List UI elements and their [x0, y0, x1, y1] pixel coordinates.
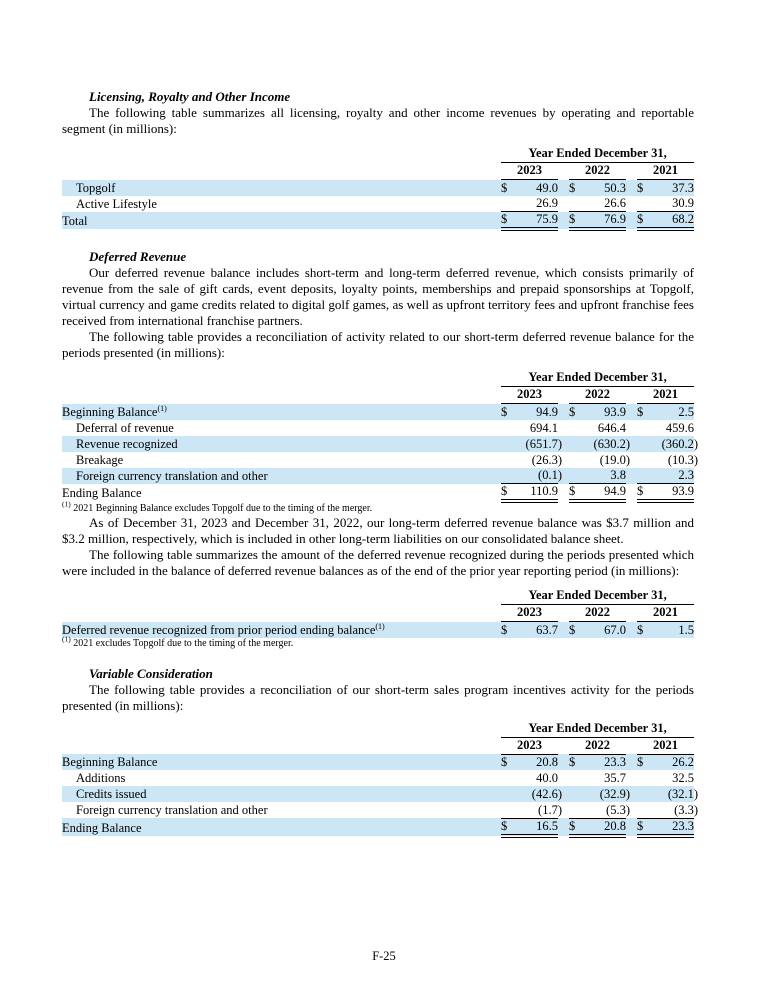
value-cell: (26.3): [531, 452, 562, 467]
period-header: Year Ended December 31,: [501, 370, 694, 387]
footnote: [62, 634, 694, 650]
table-year-header-row: [62, 605, 694, 622]
licensing-revenue-table: [62, 146, 694, 231]
row-label: Foreign currency translation and other: [76, 803, 268, 817]
currency-symbol: $: [637, 754, 651, 770]
table-row-beginning-balance: [62, 754, 694, 770]
row-label: Deferred revenue recognized from prior period ending balance$^{(1)}$: [62, 622, 501, 638]
period-header: Year Ended December 31,: [501, 146, 694, 163]
value-cell: 1.5: [651, 622, 694, 638]
value-cell: 2.5: [651, 404, 694, 420]
paragraph-deferred-description: Our deferred revenue balance includes short-term and long-term deferred revenue, which consists primarily of revenue from the sale of gift cards, event deposits, loyalty points, memberships and prepaid sponsorships at Topgolf, virtual currency and game credits related to digital golf games, as well as upfront territory fees and upfront franchise fees received from international franchise partners.: [62, 265, 694, 328]
row-label: Beginning Balance: [62, 754, 501, 770]
paragraph-variable-intro: The following table provides a reconciliation of our short-term sales program incentives activity for the periods presented (in millions):: [62, 681, 694, 713]
table-period-header-row: [62, 721, 694, 738]
value-cell: 20.8: [583, 818, 626, 836]
section-heading-variable-consideration: Variable Consideration: [89, 665, 213, 681]
currency-symbol: $: [569, 622, 583, 638]
currency-symbol: $: [637, 212, 651, 230]
row-label: Credits issued: [62, 786, 501, 802]
value-cell: 16.5: [515, 818, 558, 836]
sales-program-incentives-table: [62, 720, 699, 838]
footnote-text: 2021 Beginning Balance excludes Topgolf due to the timing of the merger.: [73, 503, 373, 514]
row-label: Additions: [76, 771, 126, 785]
paragraph-recognized-table-intro: The following table summarizes the amount of the deferred revenue recognized during the periods presented which were included in the balance of deferred revenue balances as of the end of the prior year reporting period (in millions):: [62, 547, 694, 578]
currency-symbol: $: [569, 180, 583, 196]
year-header-2021: 2021: [637, 605, 694, 622]
row-label: Ending Balance: [62, 486, 142, 500]
value-cell: 110.9: [515, 484, 558, 502]
row-label: Foreign currency translation and other: [62, 468, 501, 484]
value-cell: 3.8: [583, 468, 626, 484]
table-year-header-row: [62, 163, 694, 180]
page-content: [62, 0, 699, 838]
year-header-2022: 2022: [569, 605, 626, 622]
year-header-2022: 2022: [569, 387, 626, 404]
value-cell: (0.1): [515, 468, 558, 484]
value-cell: (32.9): [583, 786, 626, 802]
currency-symbol: $: [569, 404, 583, 420]
value-cell: 50.3: [583, 180, 626, 196]
footnote-marker: (1): [62, 634, 71, 644]
currency-symbol: $: [569, 754, 583, 770]
value-cell: 76.9: [583, 212, 626, 230]
table-row-active-lifestyle: [62, 196, 694, 212]
value-cell: 40.0: [536, 771, 558, 785]
value-cell: 23.3: [651, 818, 694, 836]
section-heading-licensing: Licensing, Royalty and Other Income: [89, 89, 291, 104]
period-header: Year Ended December 31,: [501, 721, 694, 738]
value-cell: 2.3: [651, 468, 694, 484]
year-header-2023: 2023: [501, 163, 558, 180]
year-header-2022: 2022: [569, 163, 626, 180]
paragraph-licensing-intro: The following table summarizes all licensing, royalty and other income revenues by operating and reportable segment (in millions):: [62, 105, 694, 136]
footnote-marker: (1): [375, 621, 385, 631]
table-row-topgolf: [62, 180, 694, 196]
currency-symbol: $: [501, 754, 515, 770]
table-row-total: [62, 212, 694, 230]
paragraph-deferred-table-intro: The following table provides a reconciliation of activity related to our short-term deferred revenue balance for the periods presented (in millions):: [62, 329, 694, 360]
value-cell: (42.6): [515, 786, 558, 802]
currency-symbol: $: [501, 180, 515, 196]
table-period-header-row: [62, 588, 694, 605]
deferred-revenue-recognized-table: [62, 588, 694, 638]
year-header-2023: 2023: [501, 387, 558, 404]
year-header-2021: 2021: [637, 163, 694, 180]
currency-symbol: $: [637, 484, 651, 502]
year-header-2023: 2023: [501, 737, 558, 754]
table-year-header-row: [62, 737, 694, 754]
table-year-header-row: [62, 387, 694, 404]
table-row-revenue-recognized: [62, 436, 694, 452]
row-label: Ending Balance: [62, 818, 501, 836]
table-row-breakage: [62, 452, 694, 468]
footnote: [62, 499, 694, 515]
table-period-header-row: [62, 146, 694, 163]
value-cell: 646.4: [597, 420, 626, 435]
currency-symbol: $: [501, 212, 515, 230]
value-cell: (10.3): [667, 452, 699, 467]
currency-symbol: $: [569, 818, 583, 836]
row-label: Total: [62, 212, 501, 230]
section-heading-deferred-revenue: Deferred Revenue: [89, 249, 187, 264]
currency-symbol: [637, 196, 651, 212]
value-cell: 26.9: [515, 196, 558, 212]
value-cell: (32.1): [651, 786, 694, 802]
page-number: F-25: [372, 949, 396, 963]
table-row-deferral-of-revenue: [62, 420, 694, 436]
year-header-2021: 2021: [637, 387, 694, 404]
currency-symbol: $: [501, 484, 515, 502]
deferred-revenue-activity-table: [62, 370, 699, 503]
currency-symbol: $: [501, 818, 515, 836]
value-cell: (19.0): [599, 452, 630, 467]
value-cell: 75.9: [515, 212, 558, 230]
value-cell: (360.2): [651, 436, 694, 452]
table-period-header-row: [62, 370, 694, 387]
table-row-beginning-balance: [62, 404, 694, 420]
currency-symbol: $: [569, 212, 583, 230]
table-row-foreign-currency: [62, 468, 694, 484]
value-cell: 30.9: [651, 196, 694, 212]
table-row-credits-issued: [62, 786, 694, 802]
currency-symbol: $: [569, 484, 583, 502]
value-cell: 63.7: [515, 622, 558, 638]
value-cell: (651.7): [515, 436, 558, 452]
value-cell: 37.3: [651, 180, 694, 196]
value-cell: (5.3): [583, 802, 626, 818]
value-cell: 20.8: [515, 754, 558, 770]
year-header-2023: 2023: [501, 605, 558, 622]
paragraph-long-term-deferred: As of December 31, 2023 and December 31, 2022, our long-term deferred revenue balance was $3.7 million and $3.2 million, respectively, which is included in other long-term liabilities on our consolidated balance sheet.: [62, 515, 694, 546]
currency-symbol: $: [637, 404, 651, 420]
row-label: Topgolf: [62, 180, 501, 196]
value-cell: 93.9: [651, 484, 694, 502]
currency-symbol: $: [501, 622, 515, 638]
year-header-2021: 2021: [637, 737, 694, 754]
currency-symbol: [501, 196, 515, 212]
year-header-2022: 2022: [569, 737, 626, 754]
value-cell: 94.9: [583, 484, 626, 502]
row-label: Breakage: [76, 452, 124, 467]
table-row-foreign-currency: [62, 802, 694, 818]
table-row-deferred-recognized: [62, 622, 694, 638]
row-label: Beginning Balance$^{(1)}$: [62, 404, 501, 420]
row-label: Revenue recognized: [62, 436, 501, 452]
currency-symbol: $: [637, 180, 651, 196]
footnote-text: 2021 excludes Topgolf due to the timing of the merger.: [73, 637, 294, 649]
currency-symbol: [569, 196, 583, 212]
value-cell: 26.2: [651, 754, 694, 770]
currency-symbol: $: [637, 818, 651, 836]
value-cell: 23.3: [583, 754, 626, 770]
period-header: Year Ended December 31,: [501, 588, 694, 605]
table-row-ending-balance: [62, 484, 694, 502]
value-cell: 49.0: [515, 180, 558, 196]
value-cell: 32.5: [672, 771, 695, 785]
footnote-marker: (1): [157, 403, 167, 413]
value-cell: (1.7): [515, 802, 558, 818]
value-cell: 67.0: [583, 622, 626, 638]
value-cell: 459.6: [665, 420, 695, 435]
value-cell: 694.1: [529, 420, 558, 435]
value-cell: 93.9: [583, 404, 626, 420]
table-row-additions: [62, 770, 694, 786]
currency-symbol: $: [501, 404, 515, 420]
value-cell: 68.2: [651, 212, 694, 230]
value-cell: (630.2): [583, 436, 626, 452]
currency-symbol: $: [637, 622, 651, 638]
value-cell: (3.3): [651, 802, 694, 818]
footnote-marker: (1): [62, 499, 71, 509]
row-label: Deferral of revenue: [76, 420, 174, 435]
value-cell: 26.6: [583, 196, 626, 212]
row-label: Active Lifestyle: [76, 196, 157, 211]
table-row-ending-balance: [62, 818, 694, 836]
value-cell: 35.7: [604, 771, 626, 785]
value-cell: 94.9: [515, 404, 558, 420]
